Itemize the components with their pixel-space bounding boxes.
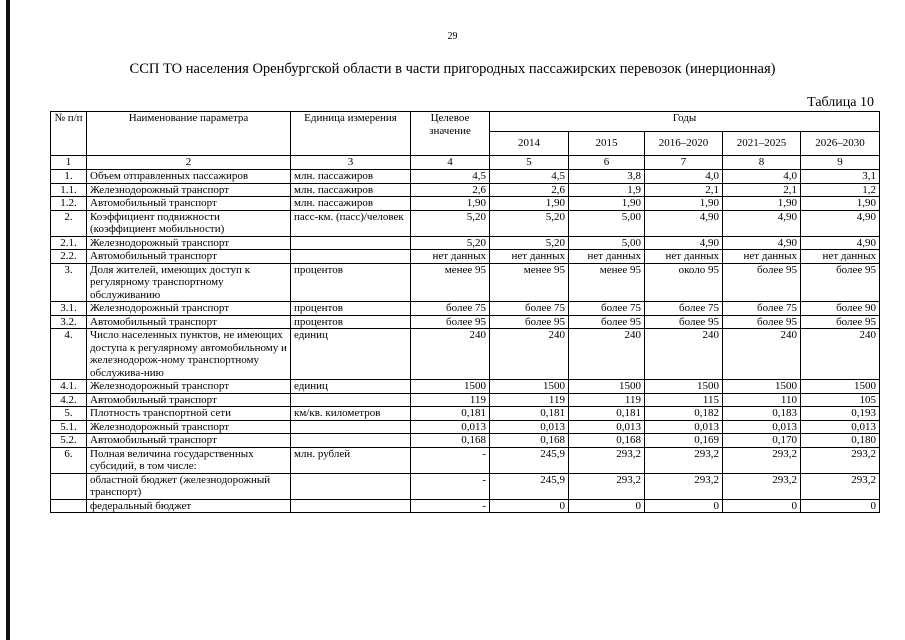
data-table [50, 111, 880, 513]
row-value-2015: 0,181 [569, 407, 645, 421]
table-row [51, 420, 880, 434]
row-value-2021-2025: нет данных [723, 250, 801, 264]
row-parameter-name: Коэффициент подвижности (коэффициент мобильности) [87, 210, 291, 236]
row-value-2015: более 75 [569, 302, 645, 316]
row-parameter-name: федеральный бюджет [87, 499, 291, 513]
row-value-2021-2025: 1,90 [723, 197, 801, 211]
row-value-2015: 293,2 [569, 473, 645, 499]
row-parameter-name: Автомобильный транспорт [87, 434, 291, 448]
table-row [51, 302, 880, 316]
table-row [51, 447, 880, 473]
row-value-2016-2020: нет данных [645, 250, 723, 264]
row-value-2021-2025: 4,90 [723, 210, 801, 236]
row-number: 4.1. [51, 380, 87, 394]
row-value-2016-2020: 2,1 [645, 183, 723, 197]
row-parameter-name: Автомобильный транспорт [87, 393, 291, 407]
header-year: 2021–2025 [723, 132, 801, 156]
header-years: Годы [490, 112, 880, 132]
row-value-2015: более 95 [569, 315, 645, 329]
header-num: № п/п [51, 112, 87, 156]
row-value-2014: 1,90 [490, 197, 569, 211]
row-value-2021-2025: 2,1 [723, 183, 801, 197]
row-unit: млн. рублей [291, 447, 411, 473]
header-row [51, 112, 880, 132]
row-value-2016-2020: 4,90 [645, 210, 723, 236]
row-number [51, 499, 87, 513]
row-value-2014: 240 [490, 329, 569, 380]
row-unit: млн. пассажиров [291, 170, 411, 184]
row-value-2014: менее 95 [490, 263, 569, 302]
row-parameter-name: Железнодорожный транспорт [87, 302, 291, 316]
table-row [51, 434, 880, 448]
row-value-2016-2020: 0,182 [645, 407, 723, 421]
row-parameter-name: Железнодорожный транспорт [87, 236, 291, 250]
row-number: 2.1. [51, 236, 87, 250]
row-value-2021-2025: 0,170 [723, 434, 801, 448]
header-year: 2026–2030 [801, 132, 880, 156]
row-target-value: более 75 [411, 302, 490, 316]
row-value-2026-2030: 1500 [801, 380, 880, 394]
table-row [51, 380, 880, 394]
column-number: 3 [291, 156, 411, 170]
table-row [51, 210, 880, 236]
row-parameter-name: Железнодорожный транспорт [87, 183, 291, 197]
row-value-2014: 1500 [490, 380, 569, 394]
table-row [51, 183, 880, 197]
row-parameter-name: Железнодорожный транспорт [87, 420, 291, 434]
page-number: 29 [447, 31, 458, 42]
row-value-2016-2020: более 75 [645, 302, 723, 316]
row-number: 5.1. [51, 420, 87, 434]
table-row [51, 250, 880, 264]
row-value-2015: 119 [569, 393, 645, 407]
row-target-value: 240 [411, 329, 490, 380]
row-value-2021-2025: 4,90 [723, 236, 801, 250]
row-value-2015: 1,9 [569, 183, 645, 197]
row-value-2026-2030: 4,90 [801, 210, 880, 236]
row-value-2016-2020: 293,2 [645, 447, 723, 473]
row-target-value: 2,6 [411, 183, 490, 197]
row-unit [291, 434, 411, 448]
row-value-2014: 5,20 [490, 236, 569, 250]
table-row [51, 197, 880, 211]
row-target-value: 4,5 [411, 170, 490, 184]
row-value-2026-2030: 240 [801, 329, 880, 380]
row-value-2014: нет данных [490, 250, 569, 264]
row-value-2026-2030: 0 [801, 499, 880, 513]
column-number: 8 [723, 156, 801, 170]
row-target-value: 1500 [411, 380, 490, 394]
table-row [51, 499, 880, 513]
row-target-value: - [411, 447, 490, 473]
column-number: 5 [490, 156, 569, 170]
row-value-2021-2025: 240 [723, 329, 801, 380]
row-parameter-name: Автомобильный транспорт [87, 250, 291, 264]
row-value-2021-2025: 293,2 [723, 473, 801, 499]
row-value-2015: 5,00 [569, 210, 645, 236]
table-row [51, 407, 880, 421]
row-number [51, 473, 87, 499]
row-unit [291, 250, 411, 264]
row-value-2015: нет данных [569, 250, 645, 264]
row-value-2014: 119 [490, 393, 569, 407]
row-number: 2.2. [51, 250, 87, 264]
row-unit [291, 473, 411, 499]
row-number: 5.2. [51, 434, 87, 448]
row-value-2021-2025: более 75 [723, 302, 801, 316]
row-number: 3.1. [51, 302, 87, 316]
table-caption: Таблица 10 [807, 95, 874, 110]
row-value-2026-2030: 3,1 [801, 170, 880, 184]
row-value-2016-2020: 293,2 [645, 473, 723, 499]
row-value-2026-2030: 0,013 [801, 420, 880, 434]
row-unit: единиц [291, 380, 411, 394]
row-value-2014: 2,6 [490, 183, 569, 197]
table-row [51, 393, 880, 407]
row-parameter-name: Полная величина государственных субсидий, в том числе: [87, 447, 291, 473]
row-parameter-name: Автомобильный транспорт [87, 197, 291, 211]
row-unit: процентов [291, 315, 411, 329]
row-value-2015: 0,013 [569, 420, 645, 434]
header-year: 2014 [490, 132, 569, 156]
row-value-2016-2020: 1500 [645, 380, 723, 394]
row-parameter-name: Объем отправленных пассажиров [87, 170, 291, 184]
row-value-2021-2025: 1500 [723, 380, 801, 394]
table-row [51, 473, 880, 499]
table-row [51, 170, 880, 184]
row-value-2026-2030: более 95 [801, 315, 880, 329]
column-number: 2 [87, 156, 291, 170]
row-unit: млн. пассажиров [291, 197, 411, 211]
row-target-value: нет данных [411, 250, 490, 264]
row-value-2015: 0 [569, 499, 645, 513]
row-value-2015: менее 95 [569, 263, 645, 302]
row-value-2021-2025: более 95 [723, 315, 801, 329]
row-value-2021-2025: 0,183 [723, 407, 801, 421]
row-unit [291, 499, 411, 513]
row-unit: процентов [291, 302, 411, 316]
row-value-2016-2020: 240 [645, 329, 723, 380]
row-value-2014: 4,5 [490, 170, 569, 184]
row-value-2015: 240 [569, 329, 645, 380]
row-target-value: 5,20 [411, 236, 490, 250]
row-unit [291, 420, 411, 434]
column-number: 1 [51, 156, 87, 170]
row-value-2026-2030: нет данных [801, 250, 880, 264]
row-value-2016-2020: 0 [645, 499, 723, 513]
row-value-2016-2020: 1,90 [645, 197, 723, 211]
row-value-2014: 245,9 [490, 447, 569, 473]
row-value-2016-2020: 4,0 [645, 170, 723, 184]
row-value-2021-2025: более 95 [723, 263, 801, 302]
row-parameter-name: Железнодорожный транспорт [87, 380, 291, 394]
row-parameter-name: Автомобильный транспорт [87, 315, 291, 329]
row-target-value: 0,181 [411, 407, 490, 421]
column-numbers-row [51, 156, 880, 170]
row-value-2014: 245,9 [490, 473, 569, 499]
row-target-value: - [411, 499, 490, 513]
row-value-2026-2030: 105 [801, 393, 880, 407]
row-target-value: 0,013 [411, 420, 490, 434]
page-edge-bar [6, 0, 10, 640]
row-target-value: 5,20 [411, 210, 490, 236]
row-value-2014: 0,181 [490, 407, 569, 421]
row-value-2015: 5,00 [569, 236, 645, 250]
row-unit: пасс-км. (пасс)/человек [291, 210, 411, 236]
header-year: 2016–2020 [645, 132, 723, 156]
row-number: 5. [51, 407, 87, 421]
row-value-2026-2030: более 95 [801, 263, 880, 302]
row-value-2016-2020: 115 [645, 393, 723, 407]
row-value-2016-2020: 0,169 [645, 434, 723, 448]
row-target-value: - [411, 473, 490, 499]
row-value-2014: более 75 [490, 302, 569, 316]
header-year: 2015 [569, 132, 645, 156]
row-value-2026-2030: 1,90 [801, 197, 880, 211]
row-value-2014: 0 [490, 499, 569, 513]
row-unit: млн. пассажиров [291, 183, 411, 197]
row-number: 1. [51, 170, 87, 184]
table-row [51, 329, 880, 380]
row-number: 6. [51, 447, 87, 473]
header-unit: Единица измерения [291, 112, 411, 156]
row-value-2015: 0,168 [569, 434, 645, 448]
column-number: 9 [801, 156, 880, 170]
row-number: 3.2. [51, 315, 87, 329]
row-value-2015: 3,8 [569, 170, 645, 184]
table-row [51, 263, 880, 302]
row-unit: процентов [291, 263, 411, 302]
row-target-value: 119 [411, 393, 490, 407]
table-row [51, 236, 880, 250]
header-target: Целевое значение [411, 112, 490, 156]
row-target-value: более 95 [411, 315, 490, 329]
row-value-2026-2030: 293,2 [801, 473, 880, 499]
row-value-2021-2025: 293,2 [723, 447, 801, 473]
row-value-2015: 293,2 [569, 447, 645, 473]
row-value-2021-2025: 110 [723, 393, 801, 407]
row-value-2026-2030: более 90 [801, 302, 880, 316]
column-number: 4 [411, 156, 490, 170]
row-value-2021-2025: 0,013 [723, 420, 801, 434]
column-number: 6 [569, 156, 645, 170]
row-parameter-name: областной бюджет (железнодорожный транспорт) [87, 473, 291, 499]
row-value-2014: более 95 [490, 315, 569, 329]
row-number: 1.2. [51, 197, 87, 211]
row-parameter-name: Плотность транспортной сети [87, 407, 291, 421]
table-row [51, 315, 880, 329]
row-value-2016-2020: около 95 [645, 263, 723, 302]
row-value-2016-2020: более 95 [645, 315, 723, 329]
row-value-2021-2025: 4,0 [723, 170, 801, 184]
row-value-2026-2030: 4,90 [801, 236, 880, 250]
row-value-2014: 5,20 [490, 210, 569, 236]
row-target-value: 1,90 [411, 197, 490, 211]
row-value-2015: 1,90 [569, 197, 645, 211]
row-value-2016-2020: 4,90 [645, 236, 723, 250]
row-number: 1.1. [51, 183, 87, 197]
header-param: Наименование параметра [87, 112, 291, 156]
row-number: 2. [51, 210, 87, 236]
row-value-2014: 0,013 [490, 420, 569, 434]
row-value-2021-2025: 0 [723, 499, 801, 513]
row-value-2015: 1500 [569, 380, 645, 394]
row-target-value: менее 95 [411, 263, 490, 302]
row-value-2026-2030: 1,2 [801, 183, 880, 197]
row-unit [291, 393, 411, 407]
row-value-2016-2020: 0,013 [645, 420, 723, 434]
document-title: ССП ТО населения Оренбургской области в части пригородных пассажирских перевозок (инерционная) [129, 61, 776, 77]
row-value-2014: 0,168 [490, 434, 569, 448]
row-unit: км/кв. километров [291, 407, 411, 421]
row-value-2026-2030: 0,193 [801, 407, 880, 421]
row-unit [291, 236, 411, 250]
row-parameter-name: Доля жителей, имеющих доступ к регулярному транспортному обслуживанию [87, 263, 291, 302]
column-number: 7 [645, 156, 723, 170]
row-value-2026-2030: 0,180 [801, 434, 880, 448]
row-parameter-name: Число населенных пунктов, не имеющих доступа к регулярному автомобильному и железнодорож-ному транспортному обслужива-нию [87, 329, 291, 380]
row-unit: единиц [291, 329, 411, 380]
row-target-value: 0,168 [411, 434, 490, 448]
row-number: 4.2. [51, 393, 87, 407]
row-value-2026-2030: 293,2 [801, 447, 880, 473]
row-number: 4. [51, 329, 87, 380]
row-number: 3. [51, 263, 87, 302]
